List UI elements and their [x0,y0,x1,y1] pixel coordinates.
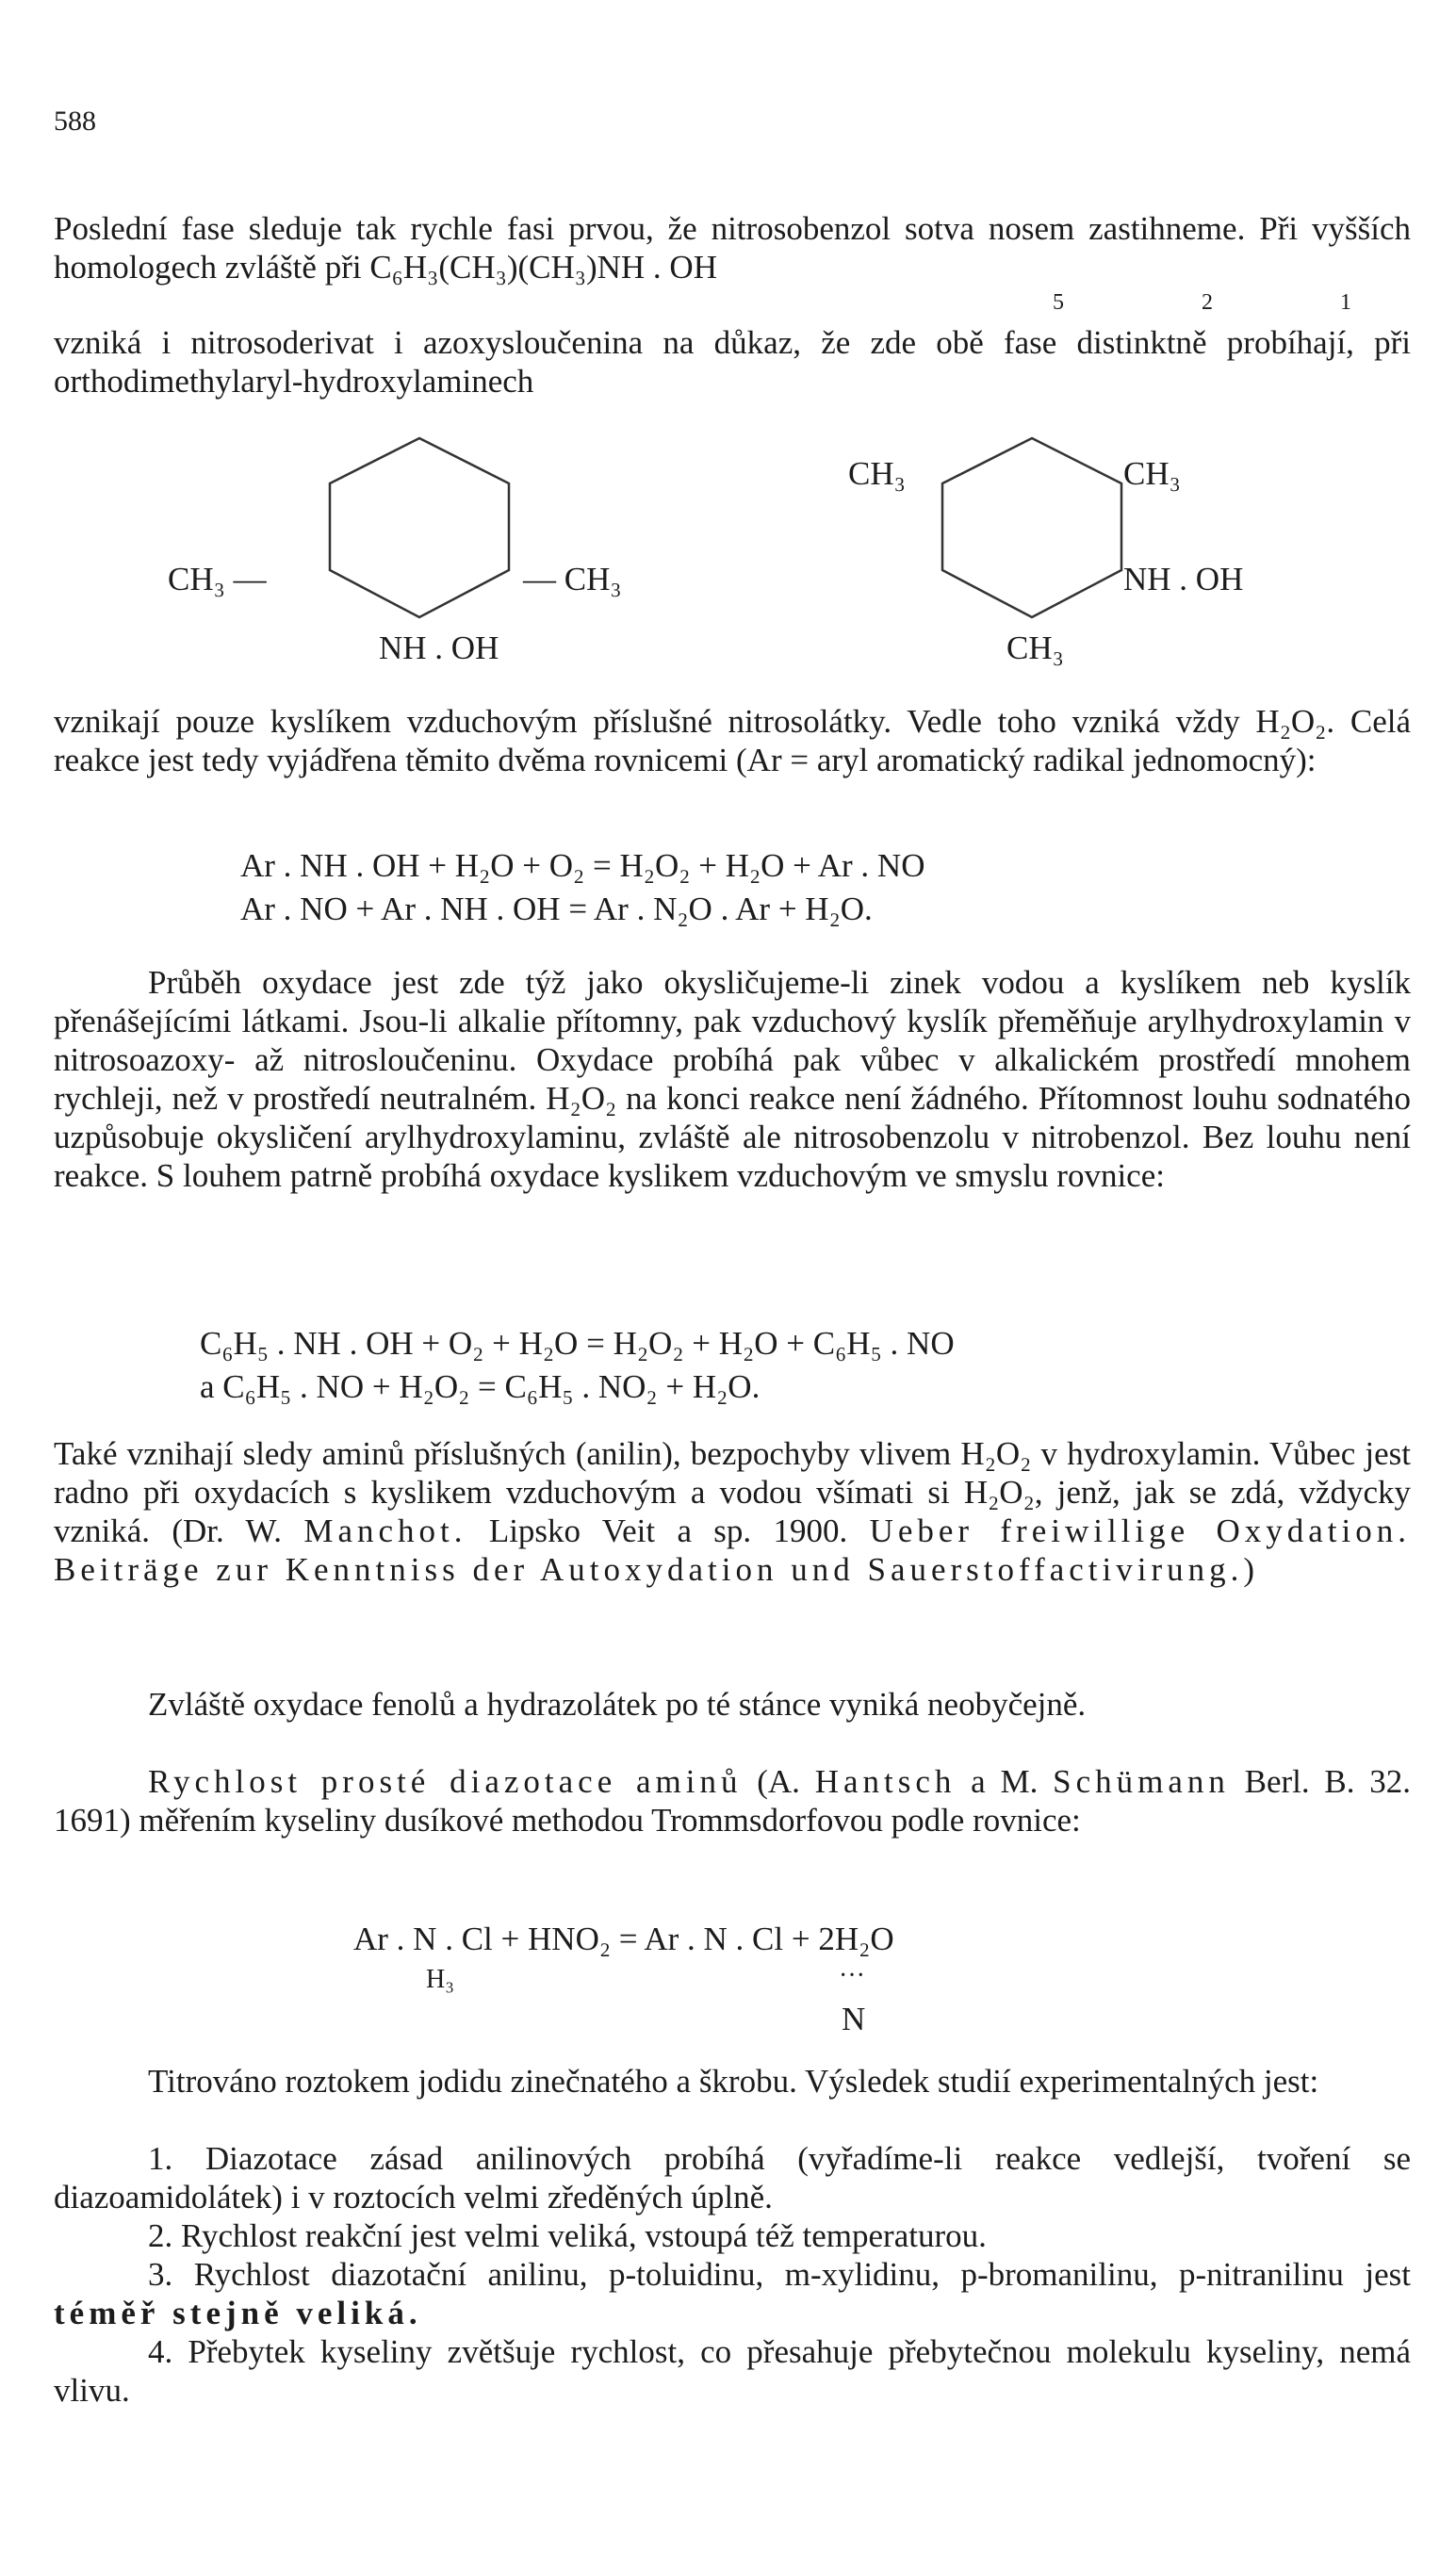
list-item-1: 1. Diazotace zásad anilinových probíhá (vyřadíme-li reakce vedlejší, tvoření se diazoamidolátek) i v roztocích velmi zředěných úplně. [54,2140,1411,2215]
equation-2: Ar . NO + Ar . NH . OH = Ar . N₂O . Ar + H₂O. [240,891,873,927]
list-item-2: 2. Rychlost reakční jest velmi veliká, vstoupá též temperaturou. [148,2217,987,2254]
paragraph-3: Průběh oxydace jest zde týž jako okysličujeme-li zinek vodou a kyslíkem neb kyslík přenášejícími látkami. Jsou-li alkalie přítomny, pak vzduchový kyslík přeměňuje arylhydroxylamin v nitrosoazoxy- až nitrosloučeninu. Oxydace probíhá pak vůbec v alkalickém prostředí mnohem rychleji, než v prostředí neutralném. H₂O₂ na konci reakce není žádného. Přítomnost louhu sodnatého uzpůsobuje okysličení arylhydroxylaminu, zvláště ale nitrosobenzolu v nitrobenzol. Bez louhu není reakce. S louhem patrně probíhá oxydace kyslikem vzduchovým ve smyslu rovnice: [54,964,1411,1194]
equation-3: C₆H₅ . NH . OH + O₂ + H₂O = H₂O₂ + H₂O + C₆H₅ . NO [200,1325,955,1362]
p6-author-2: Schümann [1053,1763,1230,1800]
item3-emphasis: téměř stejně veliká. [54,2295,422,2331]
p4-text-a: Také vznihají sledy aminů příslušných (anilin), bezpochyby vlivem H₂O₂ v hydroxylamin. Vůbec jest radno při oxydacích s kyslikem vzduchovým a vodou všímati si H₂O₂, jenž, jak se zdá, vždycky vzniká. (Dr. W. [54,1435,1411,1549]
page-number: 588 [54,106,96,137]
item3-text: 3. Rychlost diazotační anilinu, p-toluidinu, m-xylidinu, p-bromanilinu, p-nitranilinu jest [148,2256,1411,2293]
struct2-topright: CH₃ [1123,455,1181,492]
p1-index-2: 2 [1202,290,1213,315]
p1-formula: ₆H₃(CH₃)(CH₃)NH . OH [391,249,717,286]
p6-heading: Rychlost prosté diazotace aminů [148,1763,743,1800]
paragraph-7: Titrováno roztokem jodidu zinečnatého a škrobu. Výsledek studií experimentalných jest: [148,2063,1319,2100]
struct2-right: NH . OH [1123,561,1244,597]
equation-4: a C₆H₅ . NO + H₂O₂ = C₆H₅ . NO₂ + H₂O. [200,1368,761,1405]
p6-text-b: a M. [956,1763,1054,1800]
p1-index-5: 5 [1053,290,1064,315]
p4-text-c: ) [1243,1551,1254,1588]
struct2-bottom: CH₃ [1006,629,1064,666]
paragraph-5: Zvláště oxydace fenolů a hydrazolátek po té stánce vyniká neobyčejně. [148,1686,1087,1723]
paragraph-4 [54,1434,1411,1589]
ring-structure-1 [302,429,537,641]
paragraph-1-cont: vzniká i nitrosoderivat i azoxysloučenina na důkaz, že zde obě fase distinktně probíhají, při orthodimethylaryl-hydroxylaminech [54,324,1411,400]
list-item-4: 4. Přebytek kyseliny zvětšuje rychlost, co přesahuje přebytečnou molekulu kyseliny, nemá vlivu. [54,2333,1411,2409]
p4-text-b: Lipsko Veit a sp. 1900. [466,1512,870,1549]
p1-text-a: Poslední fase sleduje tak rychle fasi prvou, že nitrosobenzol sotva nosem zastihneme. Při vyšších homologech zvláště při C [54,210,1411,286]
struct1-left: CH₃ — [168,561,267,597]
ring-structure-2 [914,429,1150,641]
equation-5-under-right: N [842,2001,866,2037]
p6-text-a: (A. [742,1763,815,1800]
paragraph-6 [54,1762,1411,1839]
p6-author-1: Hantsch [814,1763,957,1800]
p4-author: Manchot. [303,1512,467,1549]
struct1-bottom: NH . OH [379,629,499,666]
p6-text-c: Berl. B. 32. 1691) měřením kyseliny dusíkové methodou Trommsdorfovou podle rovnice: [54,1763,1412,1839]
p1-index-1: 1 [1340,290,1351,315]
equation-1: Ar . NH . OH + H₂O + O₂ = H₂O₂ + H₂O + Ar . NO [240,847,925,884]
p4-title: Ueber freiwillige Oxydation. Beiträge zur Kenntniss der Autoxydation und Sauerstoffactivirung. [54,1512,1411,1588]
struct1-right: — CH₃ [523,561,622,597]
struct2-topleft: CH₃ [848,455,906,492]
equation-5-under-left: H₃ [426,1965,454,1994]
list-item-3 [54,2255,1411,2332]
paragraph-2: vznikají pouze kyslíkem vzduchovým příslušné nitrosolátky. Vedle toho vzniká vždy H₂O₂. Celá reakce jest tedy vyjádřena těmito dvěma rovnicemi (Ar = aryl aromatický radikal jednomocný): [54,703,1411,778]
equation-5: Ar . N . Cl + HNO₂ = Ar . N . Cl + 2H₂O [353,1921,894,1957]
equation-5-under-dots: ··· [839,1961,865,1990]
paragraph-1 [54,209,1411,286]
